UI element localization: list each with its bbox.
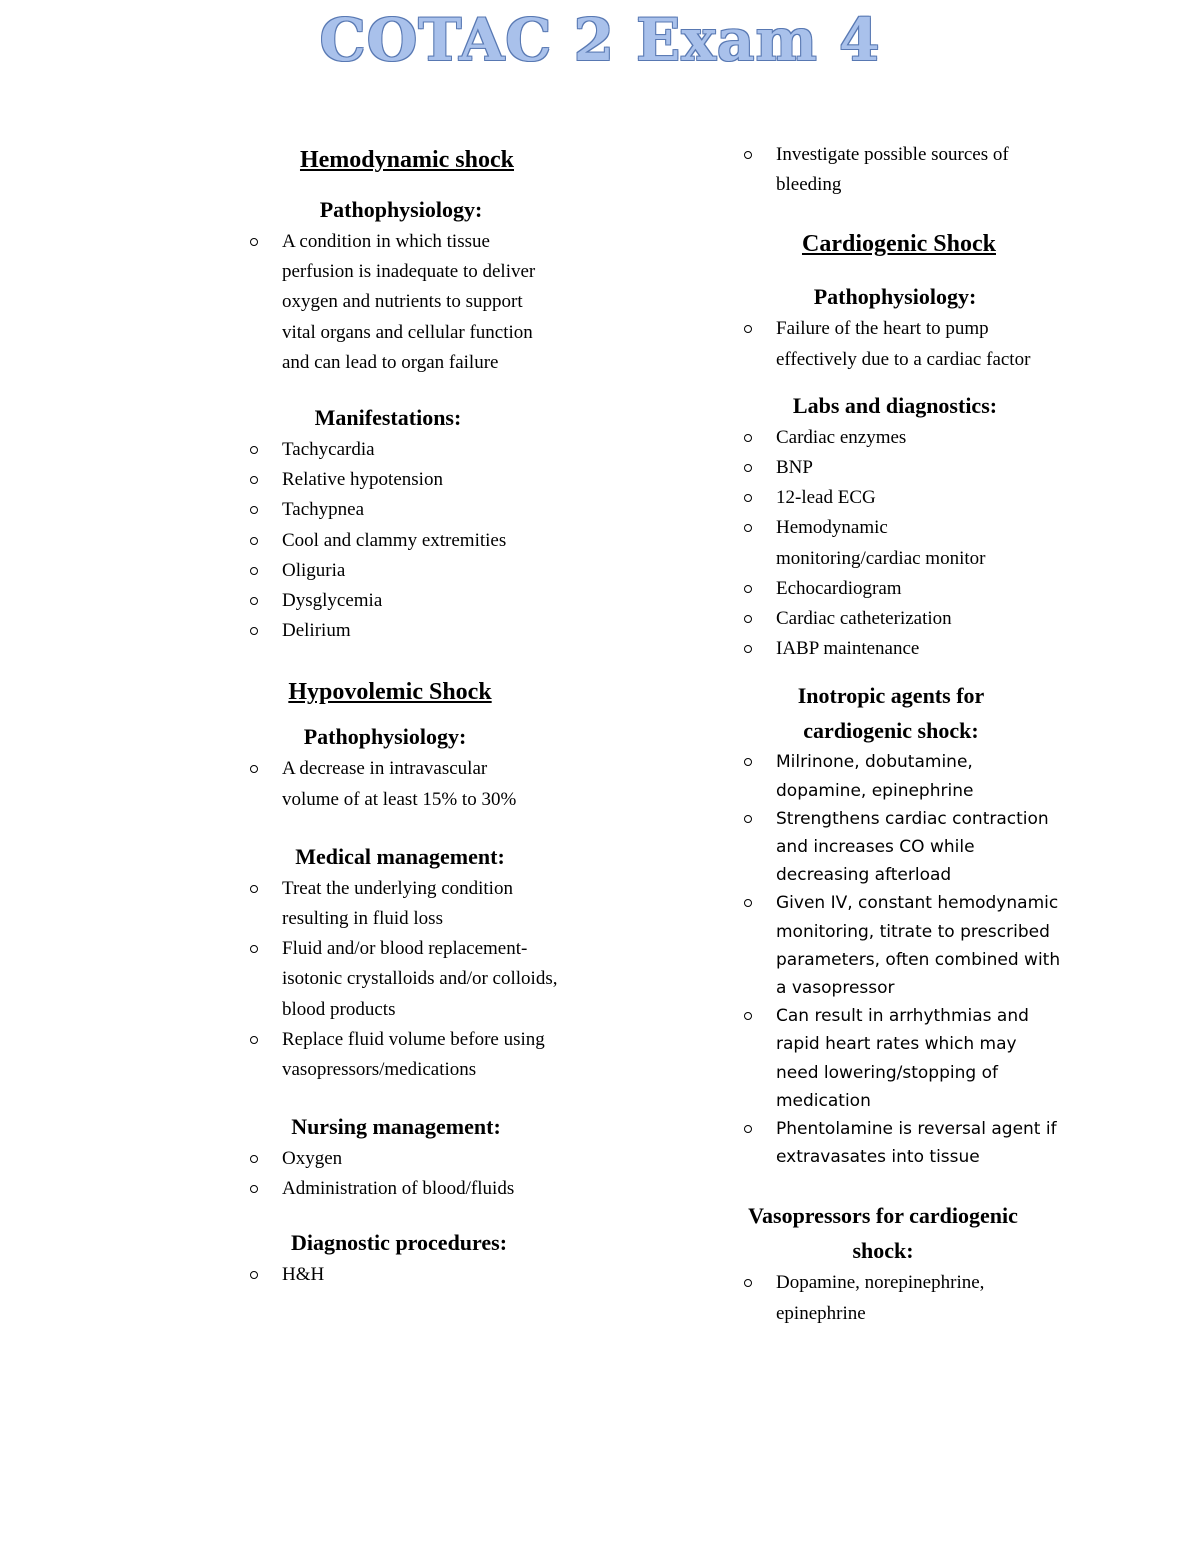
list-item: Can result in arrhythmias and rapid heart rates which may need lowering/stopping of medication — [732, 1002, 1062, 1115]
list-item: Given IV, constant hemodynamic monitoring, titrate to prescribed parameters, often combined with a vasopressor — [732, 889, 1062, 1002]
hypovolemic-shock-heading: Hypovolemic Shock — [288, 679, 492, 706]
list-item: A condition in which tissue perfusion is inadequate to deliver oxygen and nutrients to support vital organs and cellular function and can lead to organ failure — [238, 227, 538, 378]
diagnostic-procedures-list — [238, 1260, 578, 1290]
list-item: Tachypnea — [238, 495, 578, 525]
list-item: Strengthens cardiac contraction and increases CO while decreasing afterload — [732, 805, 1062, 890]
list-item: H&H — [238, 1260, 578, 1290]
list-item: A decrease in intravascular volume of at least 15% to 30% — [238, 754, 538, 814]
list-item: Investigate possible sources of bleeding — [732, 140, 1052, 200]
vasopressors-label: Vasopressors for cardiogenic shock: — [748, 1203, 1018, 1264]
nursing-management-list — [238, 1144, 578, 1204]
list-item: Echocardiogram — [732, 574, 1032, 604]
list-item: Fluid and/or blood replacement- isotonic crystalloids and/or colloids, blood products — [238, 934, 573, 1025]
list-item: BNP — [732, 453, 1032, 483]
list-item: Treat the underlying condition resulting in fluid loss — [238, 874, 573, 934]
hemodynamic-pathophysiology-label: Pathophysiology: — [319, 197, 483, 222]
list-item: Hemodynamic monitoring/cardiac monitor — [732, 513, 1032, 573]
list-item: Oxygen — [238, 1144, 578, 1174]
hypovolemic-pathophysiology-list — [238, 754, 538, 814]
labs-diagnostics-label: Labs and diagnostics: — [792, 392, 998, 418]
list-item: IABP maintenance — [732, 634, 1032, 664]
inotropic-agents-label: Inotropic agents for cardiogenic shock: — [797, 683, 985, 744]
inotropic-agents-list — [732, 748, 1062, 1171]
manifestations-label: Manifestations: — [314, 405, 462, 431]
list-item: Cool and clammy extremities — [238, 526, 578, 556]
vasopressors-list — [732, 1268, 1032, 1328]
cardiogenic-pathophysiology-list — [732, 314, 1032, 374]
document-title: COTAC 2 Exam 4 — [319, 6, 881, 74]
cardiogenic-shock-heading: Cardiogenic Shock — [801, 231, 996, 258]
list-item: Tachycardia — [238, 435, 578, 465]
bleeding-list — [732, 140, 1052, 200]
list-item: Cardiac catheterization — [732, 604, 1032, 634]
hemodynamic-pathophysiology-list — [238, 227, 538, 378]
diagnostic-procedures-label: Diagnostic procedures: — [290, 1229, 508, 1255]
list-item: Replace fluid volume before using vasopressors/medications — [238, 1025, 573, 1085]
hypovolemic-pathophysiology-label: Pathophysiology: — [303, 724, 467, 750]
list-item: Administration of blood/fluids — [238, 1174, 578, 1204]
list-item: Cardiac enzymes — [732, 423, 1032, 453]
list-item: Oliguria — [238, 556, 578, 586]
medical-management-list — [238, 874, 573, 1085]
manifestations-list — [238, 435, 578, 646]
labs-diagnostics-list — [732, 423, 1032, 665]
list-item: Phentolamine is reversal agent if extravasates into tissue — [732, 1115, 1062, 1171]
list-item: 12-lead ECG — [732, 483, 1032, 513]
list-item: Relative hypotension — [238, 465, 578, 495]
list-item: Dysglycemia — [238, 586, 578, 616]
list-item: Dopamine, norepinephrine, epinephrine — [732, 1268, 1032, 1328]
list-item: Delirium — [238, 616, 578, 646]
left-column — [238, 142, 578, 1290]
medical-management-label: Medical management: — [295, 843, 505, 869]
list-item: Milrinone, dobutamine, dopamine, epinephrine — [732, 748, 1062, 804]
nursing-management-label: Nursing management: — [291, 1114, 501, 1140]
hemodynamic-shock-heading: Hemodynamic shock — [299, 147, 514, 173]
cardiogenic-pathophysiology-label: Pathophysiology: — [813, 284, 977, 310]
right-column — [732, 140, 1068, 1329]
list-item: Failure of the heart to pump effectively due to a cardiac factor — [732, 314, 1032, 374]
